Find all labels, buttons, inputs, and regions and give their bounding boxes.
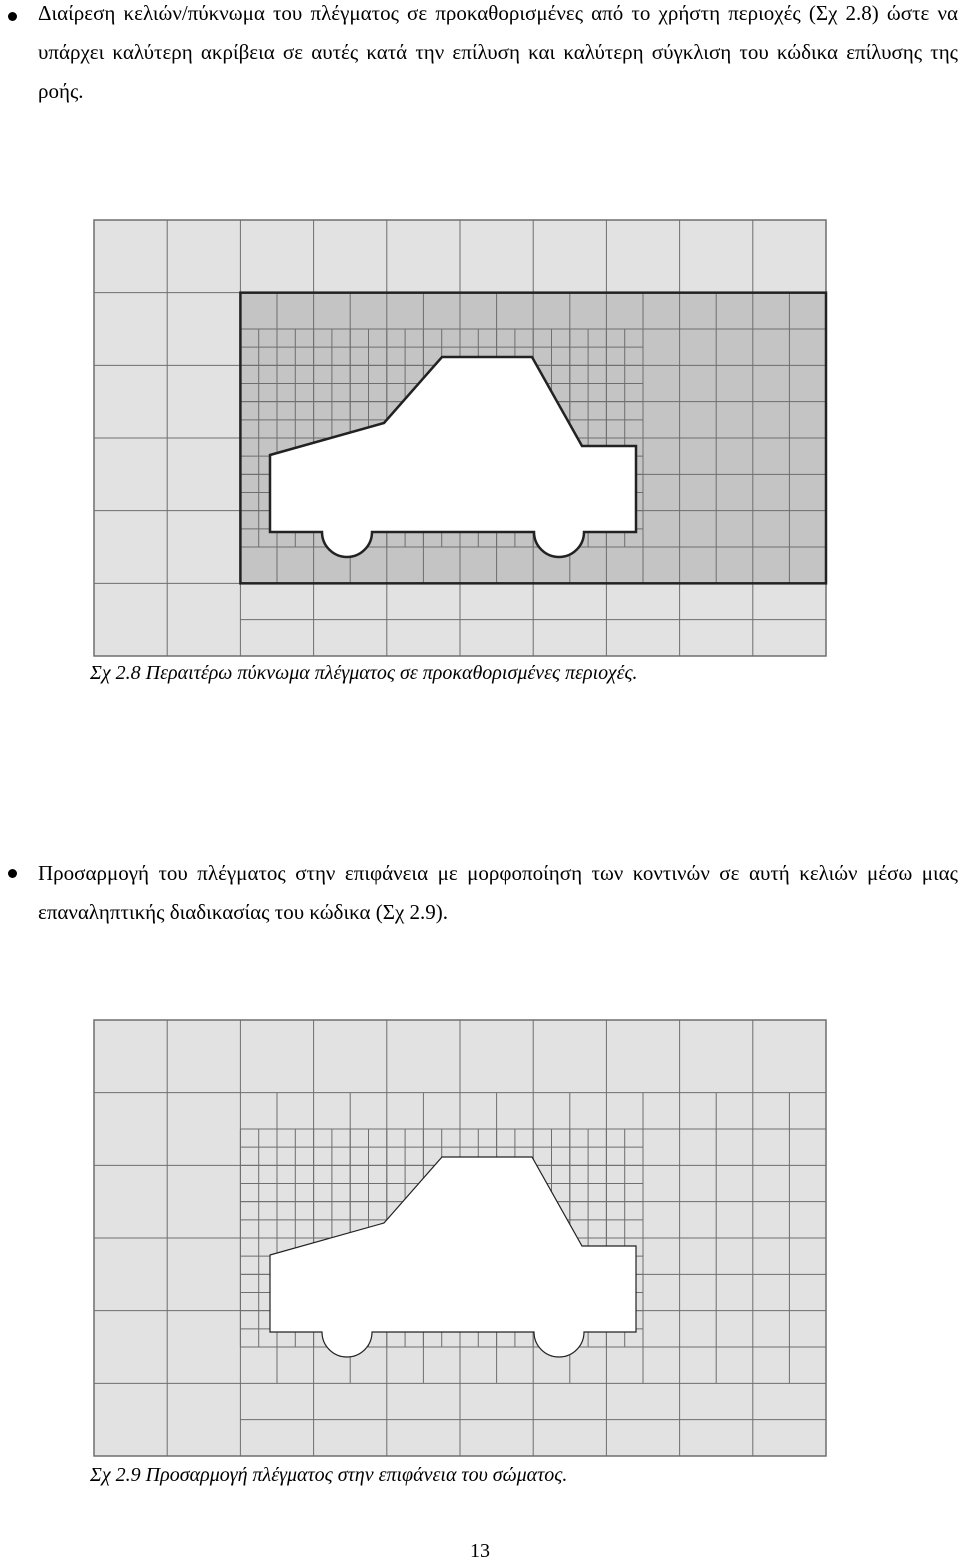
bullet-icon	[8, 869, 17, 878]
bullet-icon	[8, 12, 17, 21]
figure-2-9-caption: Σχ 2.9 Προσαρμογή πλέγματος στην επιφάνεια του σώματος.	[90, 1464, 568, 1486]
figure-2-9-adapted-mesh	[92, 1018, 828, 1458]
paragraph-adaptation: Προσαρμογή του πλέγματος στην επιφάνεια με μορφοποίηση των κοντινών σε αυτή κελιών μέσω μιας επαναληπτικής διαδικασίας του κώδικα (Σχ 2.9).	[38, 861, 958, 924]
figure-2-8-caption: Σχ 2.8 Περαιτέρω πύκνωμα πλέγματος σε προκαθορισμένες περιοχές.	[90, 662, 638, 684]
paragraph-refinement: Διαίρεση κελιών/πύκνωμα του πλέγματος σε προκαθορισμένες από το χρήστη περιοχές (Σχ 2.8) ώστε να υπάρχει καλύτερη ακρίβεια σε αυτές κατά την επίλυση και καλύτερη σύγκλιση του κώδικα επίλυσης της ροής.	[38, 1, 958, 103]
page-number: 13	[470, 1540, 490, 1562]
figure-2-8-refined-mesh	[92, 218, 828, 658]
